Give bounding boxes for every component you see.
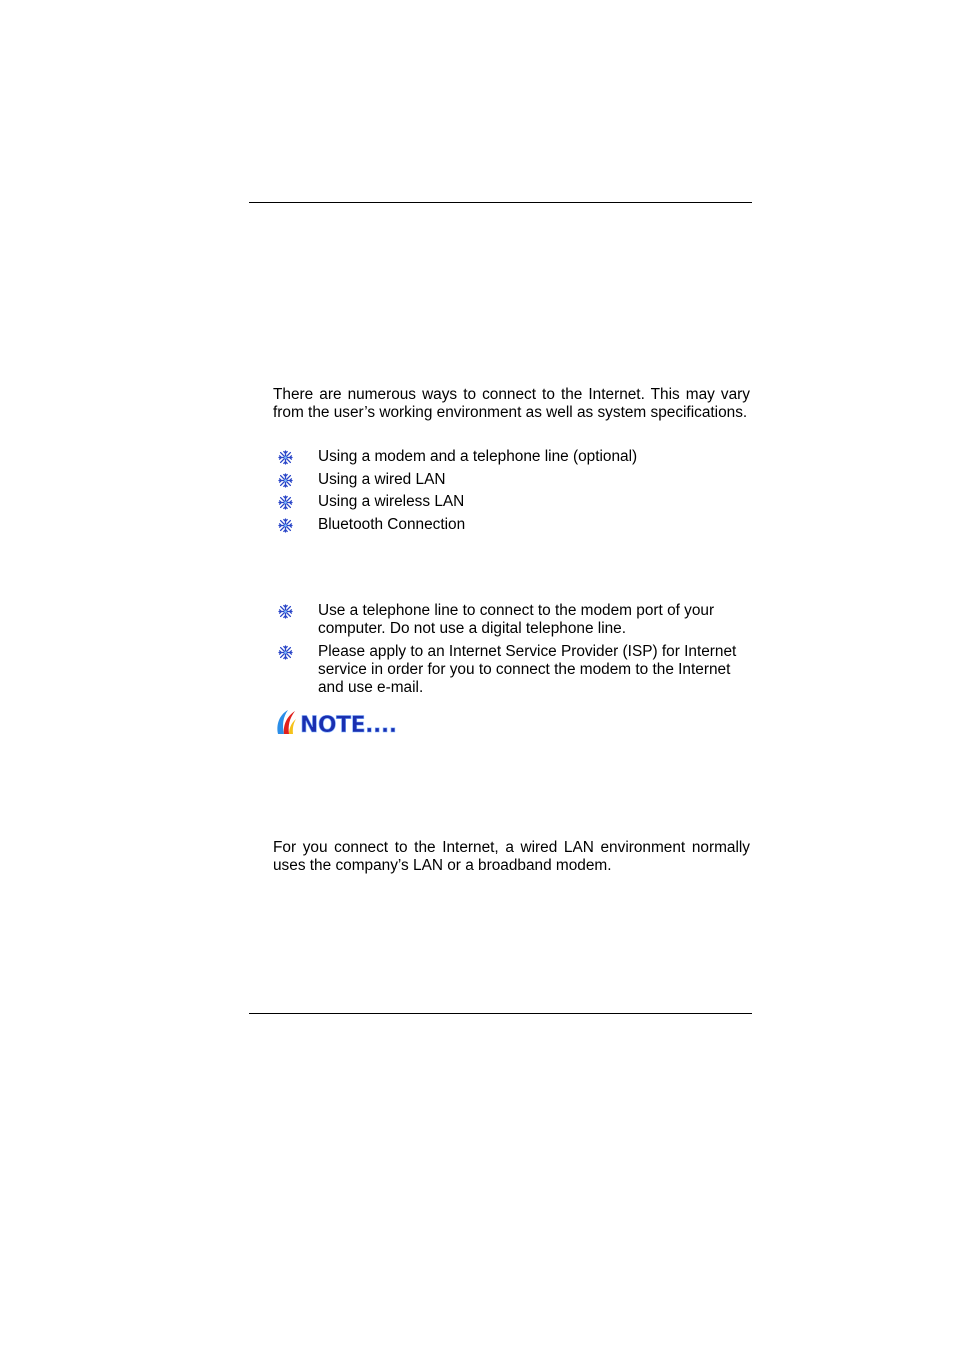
- snowflake-bullet-icon: [278, 473, 293, 488]
- list-item: [273, 602, 753, 638]
- list-item: [273, 448, 753, 466]
- snowflake-bullet-icon: [278, 518, 293, 533]
- snowflake-bullet-icon: [278, 604, 293, 619]
- snowflake-bullet-icon: [278, 645, 293, 660]
- list-item-label: Use a telephone line to connect to the modem port of your computer. Do not use a digital telephone line.: [318, 602, 715, 637]
- connection-methods-list: [273, 448, 753, 538]
- list-item-label: Bluetooth Connection: [318, 515, 466, 533]
- list-item-label: Using a wired LAN: [318, 470, 446, 488]
- wired-lan-paragraph: For you connect to the Internet, a wired LAN environment normally uses the company’s LAN or a broadband modem.: [273, 839, 750, 874]
- note-logo: [274, 707, 408, 737]
- footer-rule: [249, 1013, 752, 1014]
- list-item-label: Please apply to an Internet Service Provider (ISP) for Internet service in order for you to connect the modem to the Internet and use e-mail.: [318, 643, 737, 696]
- list-item-label: Using a modem and a telephone line (optional): [318, 448, 638, 465]
- list-item: [273, 516, 753, 534]
- list-item-label: Using a wireless LAN: [318, 493, 465, 511]
- list-item: [273, 471, 753, 489]
- list-item: [273, 643, 753, 697]
- intro-paragraph: There are numerous ways to connect to the Internet. This may vary from the user’s working environment as well as system specifications.: [273, 386, 750, 421]
- note-logo-text: NOTE....: [300, 713, 397, 737]
- header-rule: [249, 202, 752, 203]
- list-item: [273, 493, 753, 511]
- snowflake-bullet-icon: [278, 495, 293, 510]
- snowflake-bullet-icon: [278, 450, 293, 465]
- modem-steps-list: [273, 602, 753, 702]
- note-swoosh-icon: [277, 710, 296, 734]
